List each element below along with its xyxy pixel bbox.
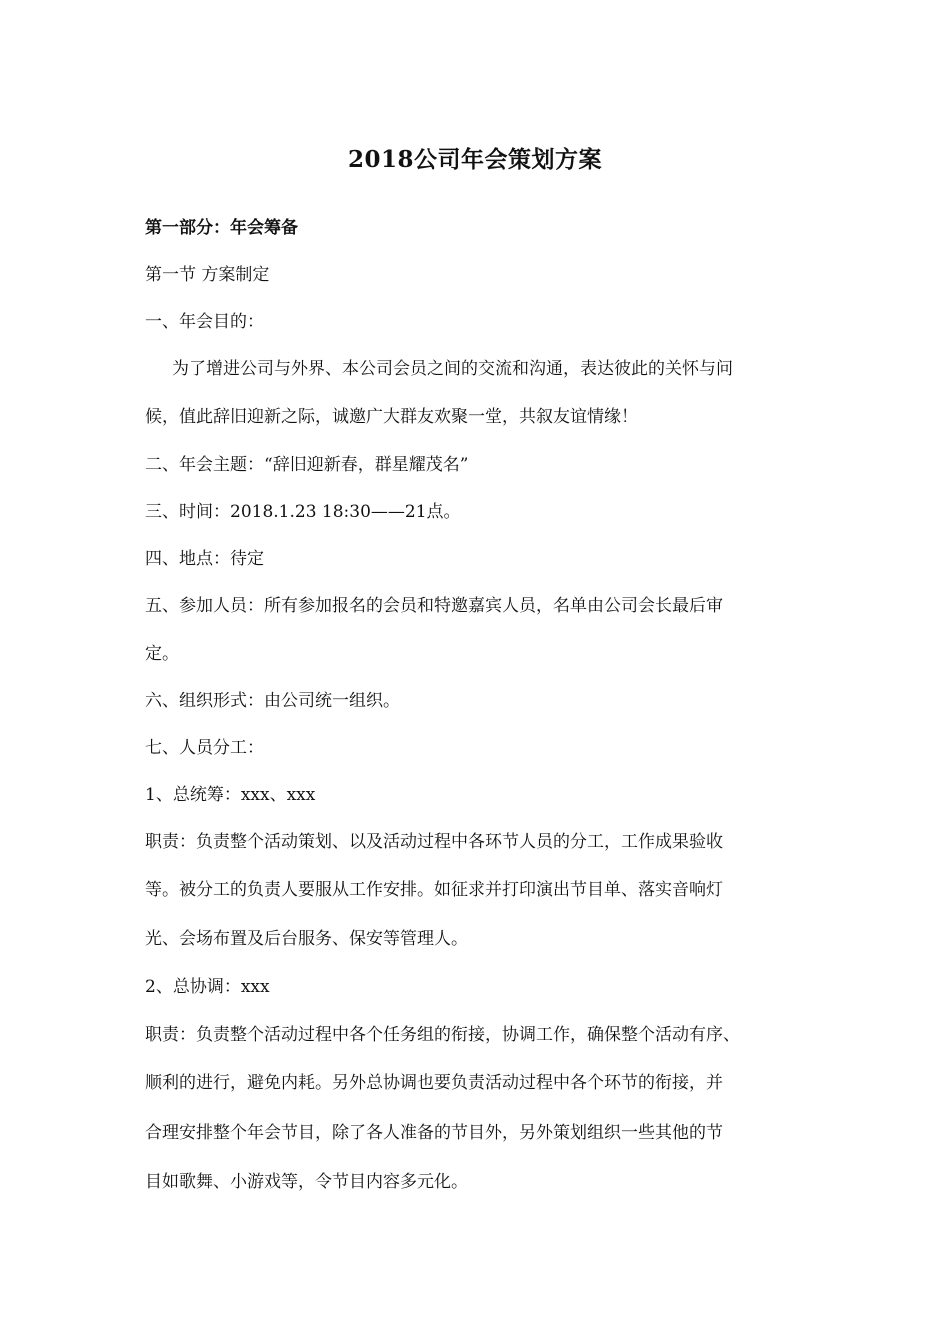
paragraph-line: 六、组织形式：由公司统一组织。 xyxy=(145,691,400,711)
paragraph-line: 职责：负责整个活动策划、以及活动过程中各环节人员的分工，工作成果验收 xyxy=(145,832,723,852)
paragraph-line: 一、年会目的： xyxy=(145,312,264,332)
paragraph-line: 目如歌舞、小游戏等，令节目内容多元化。 xyxy=(145,1172,468,1192)
paragraph-line: 四、地点：待定 xyxy=(145,549,264,569)
paragraph-line: 合理安排整个年会节目，除了各人准备的节目外，另外策划组织一些其他的节 xyxy=(145,1123,723,1143)
paragraph-line: 七、人员分工： xyxy=(145,738,264,758)
paragraph-line: 等。被分工的负责人要服从工作安排。如征求并打印演出节目单、落实音响灯 xyxy=(145,880,723,900)
document-title: 2018公司年会策划方案 xyxy=(347,146,602,173)
paragraph-line: 为了增进公司与外界、本公司会员之间的交流和沟通，表达彼此的关怀与问 xyxy=(172,359,733,379)
paragraph-line: 1、总统筹：xxx、xxx xyxy=(145,785,316,805)
paragraph-line: 2、总协调：xxx xyxy=(145,977,270,997)
paragraph-line: 定。 xyxy=(145,644,179,664)
paragraph-line: 三、时间：2018.1.23 18:30——21点。 xyxy=(145,502,461,522)
paragraph-line: 候，值此辞旧迎新之际，诚邀广大群友欢聚一堂，共叙友谊情缘！ xyxy=(145,407,638,427)
paragraph-line: 二、年会主题：“辞旧迎新春，群星耀茂名” xyxy=(145,455,469,475)
paragraph-line: 顺利的进行，避免内耗。另外总协调也要负责活动过程中各个环节的衔接，并 xyxy=(145,1073,723,1093)
section-heading: 第一节 方案制定 xyxy=(145,265,270,285)
paragraph-line: 职责：负责整个活动过程中各个任务组的衔接，协调工作，确保整个活动有序、 xyxy=(145,1025,740,1045)
paragraph-line: 五、参加人员：所有参加报名的会员和特邀嘉宾人员，名单由公司会长最后审 xyxy=(145,596,723,616)
paragraph-line: 光、会场布置及后台服务、保安等管理人。 xyxy=(145,929,468,949)
part-heading: 第一部分：年会筹备 xyxy=(145,218,298,238)
